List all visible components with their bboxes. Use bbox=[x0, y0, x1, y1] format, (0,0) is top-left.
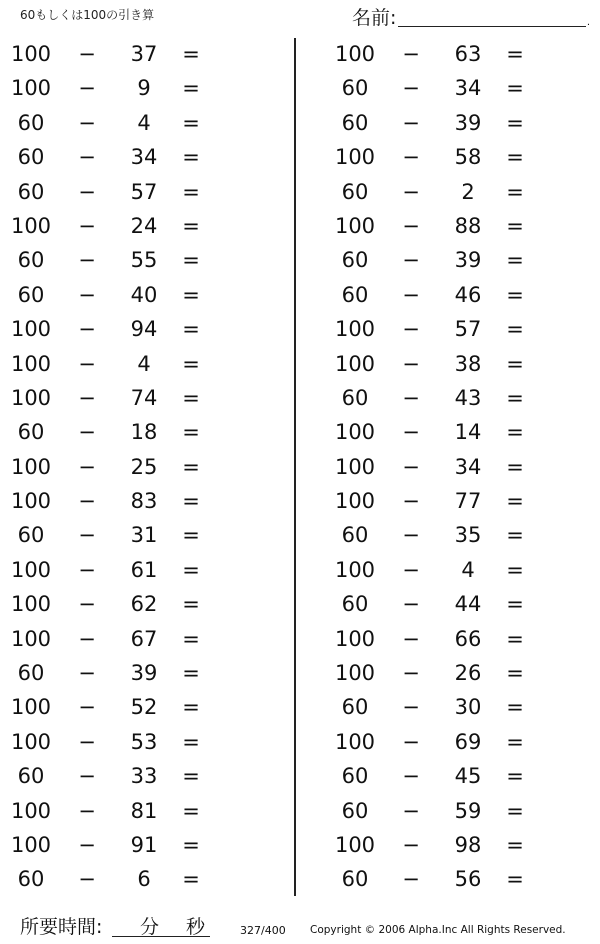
problem-row bbox=[0, 209, 280, 243]
minuend: 60 bbox=[17, 661, 45, 686]
subtrahend: 67 bbox=[130, 626, 158, 651]
copyright-notice: Copyright © 2006 Alpha.Inc All Rights Reserved. bbox=[310, 924, 566, 936]
problem-row bbox=[322, 759, 600, 793]
problem-row bbox=[0, 553, 280, 587]
minus-sign: − bbox=[78, 832, 96, 857]
problem-row bbox=[0, 347, 280, 381]
subtrahend: 9 bbox=[137, 76, 151, 101]
problem-row bbox=[0, 106, 280, 140]
minuend: 60 bbox=[341, 248, 369, 273]
equals-sign: = bbox=[182, 729, 200, 754]
minuend: 100 bbox=[334, 454, 376, 479]
problem-row bbox=[0, 37, 280, 71]
minus-sign: − bbox=[78, 764, 96, 789]
problem-row bbox=[322, 862, 600, 896]
minus-sign: − bbox=[402, 557, 420, 582]
problem-row bbox=[0, 278, 280, 312]
subtrahend: 39 bbox=[130, 661, 158, 686]
problem-row bbox=[322, 278, 600, 312]
equals-sign: = bbox=[182, 385, 200, 410]
minuend: 100 bbox=[334, 351, 376, 376]
problem-row bbox=[0, 794, 280, 828]
minus-sign: − bbox=[78, 867, 96, 892]
equals-sign: = bbox=[182, 317, 200, 342]
subtrahend: 39 bbox=[454, 110, 482, 135]
subtrahend: 2 bbox=[461, 179, 475, 204]
subtrahend: 66 bbox=[454, 626, 482, 651]
subtrahend: 63 bbox=[454, 42, 482, 66]
minuend: 60 bbox=[341, 695, 369, 720]
minuend: 60 bbox=[341, 76, 369, 101]
subtrahend: 34 bbox=[454, 454, 482, 479]
equals-sign: = bbox=[506, 661, 524, 686]
column-divider bbox=[294, 38, 296, 896]
problem-row bbox=[322, 518, 600, 552]
name-field[interactable] bbox=[352, 6, 592, 30]
right-problem-column bbox=[322, 37, 600, 897]
subtrahend: 34 bbox=[454, 76, 482, 101]
equals-sign: = bbox=[506, 489, 524, 514]
equals-sign: = bbox=[182, 145, 200, 170]
minus-sign: − bbox=[402, 832, 420, 857]
minus-sign: − bbox=[78, 385, 96, 410]
minuend: 60 bbox=[17, 145, 45, 170]
minuend: 100 bbox=[10, 626, 52, 651]
minus-sign: − bbox=[78, 42, 96, 66]
problem-row bbox=[0, 656, 280, 690]
problem-row bbox=[0, 759, 280, 793]
equals-sign: = bbox=[182, 454, 200, 479]
problem-row bbox=[0, 484, 280, 518]
minus-sign: − bbox=[402, 798, 420, 823]
subtrahend: 58 bbox=[454, 145, 482, 170]
problem-row bbox=[0, 312, 280, 346]
minuend: 60 bbox=[341, 523, 369, 548]
problem-row bbox=[322, 794, 600, 828]
minus-sign: − bbox=[402, 282, 420, 307]
minuend: 60 bbox=[17, 764, 45, 789]
minuend: 100 bbox=[10, 489, 52, 514]
problem-row bbox=[0, 828, 280, 862]
problem-row bbox=[322, 37, 600, 71]
minus-sign: − bbox=[78, 626, 96, 651]
minus-sign: − bbox=[402, 145, 420, 170]
minus-sign: − bbox=[402, 420, 420, 445]
left-problem-column bbox=[0, 37, 280, 897]
minus-sign: − bbox=[78, 454, 96, 479]
subtrahend: 61 bbox=[130, 557, 158, 582]
problem-row bbox=[322, 106, 600, 140]
problem-row bbox=[322, 587, 600, 621]
equals-sign: = bbox=[506, 248, 524, 273]
equals-sign: = bbox=[506, 454, 524, 479]
minuend: 60 bbox=[341, 385, 369, 410]
subtrahend: 37 bbox=[130, 42, 158, 66]
problem-row bbox=[0, 415, 280, 449]
problem-row bbox=[322, 690, 600, 724]
minuend: 100 bbox=[10, 76, 52, 101]
equals-sign: = bbox=[506, 179, 524, 204]
subtrahend: 77 bbox=[454, 489, 482, 514]
minuend: 60 bbox=[17, 867, 45, 892]
equals-sign: = bbox=[506, 282, 524, 307]
minus-sign: − bbox=[78, 592, 96, 617]
minus-sign: − bbox=[78, 282, 96, 307]
equals-sign: = bbox=[506, 213, 524, 238]
problem-row bbox=[322, 656, 600, 690]
minuend: 60 bbox=[17, 110, 45, 135]
equals-sign: = bbox=[506, 695, 524, 720]
problem-row bbox=[0, 140, 280, 174]
minus-sign: − bbox=[78, 213, 96, 238]
minus-sign: − bbox=[78, 110, 96, 135]
minuend: 100 bbox=[334, 661, 376, 686]
problem-row bbox=[322, 71, 600, 105]
equals-sign: = bbox=[506, 420, 524, 445]
minus-sign: − bbox=[402, 76, 420, 101]
subtrahend: 31 bbox=[130, 523, 158, 548]
equals-sign: = bbox=[182, 798, 200, 823]
equals-sign: = bbox=[182, 661, 200, 686]
minutes-label: 分 bbox=[140, 916, 160, 938]
problem-row bbox=[0, 243, 280, 277]
equals-sign: = bbox=[182, 420, 200, 445]
subtrahend: 33 bbox=[130, 764, 158, 789]
equals-sign: = bbox=[182, 351, 200, 376]
worksheet-title: 60もしくは100の引き算 bbox=[20, 8, 155, 22]
equals-sign: = bbox=[182, 248, 200, 273]
equals-sign: = bbox=[182, 42, 200, 66]
minus-sign: − bbox=[78, 489, 96, 514]
problem-row bbox=[0, 450, 280, 484]
minus-sign: − bbox=[78, 145, 96, 170]
minus-sign: − bbox=[402, 248, 420, 273]
subtrahend: 88 bbox=[454, 213, 482, 238]
minuend: 100 bbox=[10, 832, 52, 857]
equals-sign: = bbox=[506, 145, 524, 170]
minuend: 60 bbox=[341, 179, 369, 204]
name-line-dot: . bbox=[586, 17, 590, 28]
name-underline[interactable] bbox=[398, 26, 586, 27]
minuend: 60 bbox=[341, 282, 369, 307]
minuend: 60 bbox=[341, 798, 369, 823]
subtrahend: 4 bbox=[137, 351, 151, 376]
problem-row bbox=[322, 243, 600, 277]
subtrahend: 18 bbox=[130, 420, 158, 445]
minuend: 100 bbox=[334, 145, 376, 170]
minuend: 100 bbox=[10, 729, 52, 754]
subtrahend: 46 bbox=[454, 282, 482, 307]
subtrahend: 43 bbox=[454, 385, 482, 410]
subtrahend: 14 bbox=[454, 420, 482, 445]
subtrahend: 57 bbox=[130, 179, 158, 204]
minuend: 100 bbox=[334, 557, 376, 582]
minuend: 100 bbox=[10, 798, 52, 823]
equals-sign: = bbox=[182, 282, 200, 307]
equals-sign: = bbox=[182, 695, 200, 720]
minus-sign: − bbox=[78, 420, 96, 445]
minuend: 100 bbox=[10, 385, 52, 410]
problem-row bbox=[0, 175, 280, 209]
minus-sign: − bbox=[78, 76, 96, 101]
problem-row bbox=[322, 484, 600, 518]
minus-sign: − bbox=[402, 42, 420, 66]
minus-sign: − bbox=[402, 695, 420, 720]
minuend: 100 bbox=[10, 42, 52, 66]
minuend: 100 bbox=[334, 626, 376, 651]
minuend: 100 bbox=[10, 592, 52, 617]
subtrahend: 59 bbox=[454, 798, 482, 823]
minus-sign: − bbox=[78, 557, 96, 582]
minus-sign: − bbox=[402, 454, 420, 479]
minuend: 100 bbox=[334, 489, 376, 514]
time-taken-label: 所要時間: bbox=[20, 916, 103, 938]
problem-row bbox=[322, 209, 600, 243]
equals-sign: = bbox=[182, 76, 200, 101]
subtrahend: 34 bbox=[130, 145, 158, 170]
problem-row bbox=[322, 381, 600, 415]
minuend: 100 bbox=[334, 213, 376, 238]
equals-sign: = bbox=[182, 523, 200, 548]
subtrahend: 4 bbox=[461, 557, 475, 582]
minuend: 100 bbox=[10, 213, 52, 238]
minus-sign: − bbox=[78, 729, 96, 754]
equals-sign: = bbox=[182, 626, 200, 651]
minus-sign: − bbox=[402, 867, 420, 892]
equals-sign: = bbox=[506, 76, 524, 101]
equals-sign: = bbox=[182, 213, 200, 238]
minus-sign: − bbox=[402, 626, 420, 651]
subtrahend: 4 bbox=[137, 110, 151, 135]
minuend: 100 bbox=[10, 557, 52, 582]
subtrahend: 52 bbox=[130, 695, 158, 720]
problem-row bbox=[322, 312, 600, 346]
subtrahend: 62 bbox=[130, 592, 158, 617]
subtrahend: 98 bbox=[454, 832, 482, 857]
subtrahend: 94 bbox=[130, 317, 158, 342]
subtrahend: 40 bbox=[130, 282, 158, 307]
minuend: 60 bbox=[341, 764, 369, 789]
subtrahend: 81 bbox=[130, 798, 158, 823]
minuend: 100 bbox=[10, 351, 52, 376]
equals-sign: = bbox=[506, 317, 524, 342]
minuend: 100 bbox=[334, 317, 376, 342]
minus-sign: − bbox=[78, 179, 96, 204]
problem-row bbox=[0, 518, 280, 552]
minuend: 60 bbox=[341, 110, 369, 135]
minuend: 100 bbox=[10, 454, 52, 479]
subtrahend: 6 bbox=[137, 867, 151, 892]
problem-row bbox=[322, 415, 600, 449]
equals-sign: = bbox=[182, 867, 200, 892]
equals-sign: = bbox=[182, 592, 200, 617]
subtrahend: 38 bbox=[454, 351, 482, 376]
problem-row bbox=[322, 828, 600, 862]
problem-row bbox=[0, 690, 280, 724]
equals-sign: = bbox=[182, 110, 200, 135]
subtrahend: 35 bbox=[454, 523, 482, 548]
equals-sign: = bbox=[506, 42, 524, 66]
minus-sign: − bbox=[78, 248, 96, 273]
equals-sign: = bbox=[182, 179, 200, 204]
minus-sign: − bbox=[78, 523, 96, 548]
minus-sign: − bbox=[402, 592, 420, 617]
minus-sign: − bbox=[78, 661, 96, 686]
equals-sign: = bbox=[506, 351, 524, 376]
minus-sign: − bbox=[402, 351, 420, 376]
minus-sign: − bbox=[78, 798, 96, 823]
minuend: 100 bbox=[334, 42, 376, 66]
minus-sign: − bbox=[402, 523, 420, 548]
problem-row bbox=[0, 71, 280, 105]
equals-sign: = bbox=[506, 867, 524, 892]
minuend: 100 bbox=[10, 317, 52, 342]
minuend: 60 bbox=[17, 523, 45, 548]
minus-sign: − bbox=[402, 729, 420, 754]
problem-row bbox=[322, 450, 600, 484]
problem-row bbox=[322, 725, 600, 759]
minus-sign: − bbox=[402, 317, 420, 342]
problem-row bbox=[322, 347, 600, 381]
minuend: 100 bbox=[10, 695, 52, 720]
equals-sign: = bbox=[506, 798, 524, 823]
subtrahend: 57 bbox=[454, 317, 482, 342]
problem-row bbox=[322, 622, 600, 656]
subtrahend: 44 bbox=[454, 592, 482, 617]
problem-row bbox=[0, 381, 280, 415]
minus-sign: − bbox=[402, 764, 420, 789]
minus-sign: − bbox=[78, 695, 96, 720]
subtrahend: 25 bbox=[130, 454, 158, 479]
problem-row bbox=[322, 553, 600, 587]
equals-sign: = bbox=[182, 832, 200, 857]
subtrahend: 74 bbox=[130, 385, 158, 410]
subtrahend: 55 bbox=[130, 248, 158, 273]
problem-row bbox=[0, 725, 280, 759]
subtrahend: 56 bbox=[454, 867, 482, 892]
equals-sign: = bbox=[182, 557, 200, 582]
minus-sign: − bbox=[78, 351, 96, 376]
equals-sign: = bbox=[506, 385, 524, 410]
equals-sign: = bbox=[506, 557, 524, 582]
minuend: 100 bbox=[334, 420, 376, 445]
equals-sign: = bbox=[506, 729, 524, 754]
subtrahend: 26 bbox=[454, 661, 482, 686]
equals-sign: = bbox=[506, 523, 524, 548]
subtrahend: 39 bbox=[454, 248, 482, 273]
minus-sign: − bbox=[402, 385, 420, 410]
equals-sign: = bbox=[506, 626, 524, 651]
minus-sign: − bbox=[402, 489, 420, 514]
equals-sign: = bbox=[506, 832, 524, 857]
equals-sign: = bbox=[506, 764, 524, 789]
minus-sign: − bbox=[78, 317, 96, 342]
page-number: 327/400 bbox=[240, 924, 286, 937]
problem-row bbox=[0, 862, 280, 896]
equals-sign: = bbox=[506, 592, 524, 617]
minus-sign: − bbox=[402, 110, 420, 135]
seconds-label: 秒 bbox=[186, 916, 206, 938]
minus-sign: − bbox=[402, 179, 420, 204]
minuend: 60 bbox=[17, 248, 45, 273]
minuend: 100 bbox=[334, 729, 376, 754]
minuend: 60 bbox=[17, 420, 45, 445]
problem-row bbox=[322, 175, 600, 209]
equals-sign: = bbox=[182, 489, 200, 514]
equals-sign: = bbox=[182, 764, 200, 789]
minus-sign: − bbox=[402, 213, 420, 238]
minuend: 60 bbox=[17, 282, 45, 307]
subtrahend: 30 bbox=[454, 695, 482, 720]
minuend: 60 bbox=[341, 592, 369, 617]
subtrahend: 69 bbox=[454, 729, 482, 754]
minuend: 100 bbox=[334, 832, 376, 857]
problem-row bbox=[0, 622, 280, 656]
problem-row bbox=[0, 587, 280, 621]
minuend: 60 bbox=[17, 179, 45, 204]
subtrahend: 91 bbox=[130, 832, 158, 857]
subtrahend: 83 bbox=[130, 489, 158, 514]
name-label: 名前: bbox=[352, 7, 397, 29]
subtrahend: 24 bbox=[130, 213, 158, 238]
minuend: 60 bbox=[341, 867, 369, 892]
subtrahend: 45 bbox=[454, 764, 482, 789]
problem-row bbox=[322, 140, 600, 174]
minus-sign: − bbox=[402, 661, 420, 686]
equals-sign: = bbox=[506, 110, 524, 135]
subtrahend: 53 bbox=[130, 729, 158, 754]
footer bbox=[0, 910, 600, 940]
